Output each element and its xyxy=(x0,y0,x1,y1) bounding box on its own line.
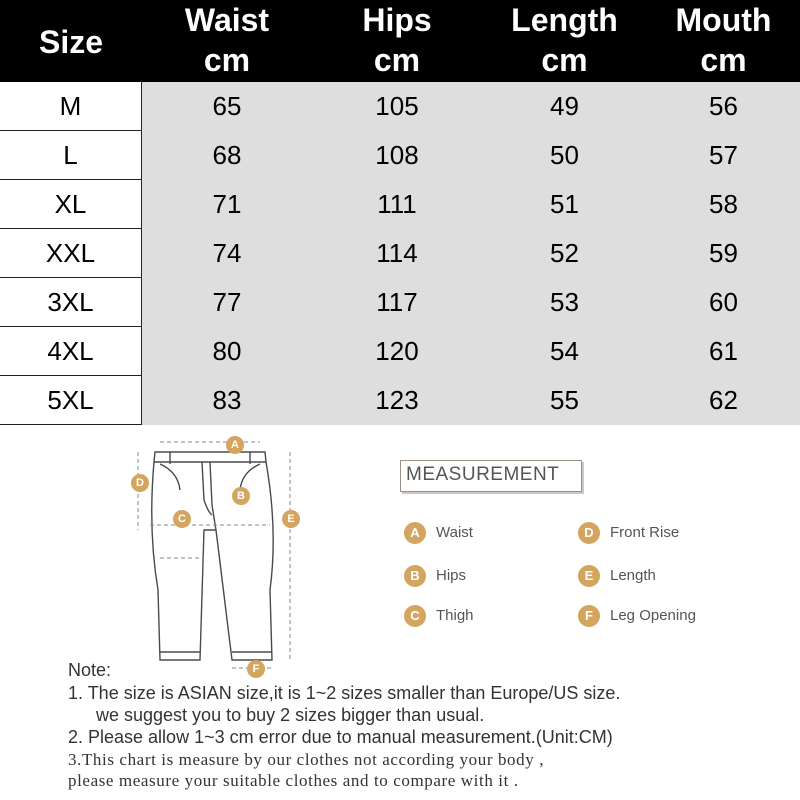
table-row xyxy=(0,327,800,376)
note-line-5: please measure your suitable clothes and to compare with it . xyxy=(68,771,519,790)
waist-cell: 80 xyxy=(142,327,312,376)
waist-cell: 65 xyxy=(142,82,312,131)
hips-cell: 117 xyxy=(312,278,482,327)
note-line-2: we suggest you to buy 2 sizes bigger than usual. xyxy=(96,705,485,725)
header-mouth-unit: cm xyxy=(700,42,747,78)
size-cell: XXL xyxy=(0,229,142,278)
note-line-1: 1. The size is ASIAN size,it is 1~2 sizes smaller than Europe/US size. xyxy=(68,683,621,703)
diagram-marker-e: E xyxy=(282,510,300,528)
measurement-title: MEASUREMENT xyxy=(406,464,560,485)
table-row xyxy=(0,376,800,425)
legend-badge-a: A xyxy=(404,522,426,544)
mouth-cell: 57 xyxy=(647,131,800,180)
hips-cell: 123 xyxy=(312,376,482,425)
waist-cell: 74 xyxy=(142,229,312,278)
waist-cell: 68 xyxy=(142,131,312,180)
length-cell: 55 xyxy=(482,376,647,425)
length-cell: 54 xyxy=(482,327,647,376)
mouth-cell: 58 xyxy=(647,180,800,229)
table-row xyxy=(0,131,800,180)
note-line-3: 2. Please allow 1~3 cm error due to manual measurement.(Unit:CM) xyxy=(68,727,613,747)
legend-label-leg-opening: Leg Opening xyxy=(610,607,696,624)
mouth-cell: 60 xyxy=(647,278,800,327)
legend-label-waist: Waist xyxy=(436,524,473,541)
table-row xyxy=(0,278,800,327)
hips-cell: 105 xyxy=(312,82,482,131)
waist-cell: 71 xyxy=(142,180,312,229)
hips-cell: 111 xyxy=(312,180,482,229)
size-cell: XL xyxy=(0,180,142,229)
header-mouth-label: Mouth xyxy=(675,2,772,38)
header-hips-label: Hips xyxy=(362,2,432,38)
table-row xyxy=(0,82,800,131)
mouth-cell: 62 xyxy=(647,376,800,425)
size-cell: L xyxy=(0,131,142,180)
length-cell: 50 xyxy=(482,131,647,180)
legend-label-thigh: Thigh xyxy=(436,607,474,624)
table-row xyxy=(0,180,800,229)
size-cell: 3XL xyxy=(0,278,142,327)
legend-label-front-rise: Front Rise xyxy=(610,524,680,541)
size-cell: 5XL xyxy=(0,376,142,425)
waist-cell: 83 xyxy=(142,376,312,425)
header-length-label: Length xyxy=(511,2,618,38)
length-cell: 51 xyxy=(482,180,647,229)
legend-badge-e: E xyxy=(578,565,600,587)
diagram-marker-b: B xyxy=(232,487,250,505)
length-cell: 49 xyxy=(482,82,647,131)
pants-diagram xyxy=(120,430,320,680)
size-cell: M xyxy=(0,82,142,131)
header-length-unit: cm xyxy=(541,42,588,78)
length-cell: 52 xyxy=(482,229,647,278)
header-length xyxy=(482,0,647,82)
table-row xyxy=(0,229,800,278)
legend-badge-d: D xyxy=(578,522,600,544)
header-size xyxy=(0,20,142,64)
legend-badge-f: F xyxy=(578,605,600,627)
header-mouth xyxy=(647,0,800,82)
mouth-cell: 56 xyxy=(647,82,800,131)
diagram-marker-a: A xyxy=(226,436,244,454)
mouth-cell: 59 xyxy=(647,229,800,278)
legend-label-length: Length xyxy=(610,567,656,584)
diagram-marker-c: C xyxy=(173,510,191,528)
header-hips-unit: cm xyxy=(373,42,421,78)
waist-cell: 77 xyxy=(142,278,312,327)
diagram-marker-f: F xyxy=(247,660,265,678)
diagram-marker-d: D xyxy=(131,474,149,492)
table-header xyxy=(0,0,800,82)
hips-cell: 120 xyxy=(312,327,482,376)
note-heading: Note: xyxy=(68,660,112,680)
legend-badge-b: B xyxy=(404,565,426,587)
note-line-4: 3.This chart is measure by our clothes not according your body , xyxy=(68,750,545,769)
legend-label-hips: Hips xyxy=(436,567,467,584)
header-waist-unit: cm xyxy=(203,42,251,78)
hips-cell: 108 xyxy=(312,131,482,180)
length-cell: 53 xyxy=(482,278,647,327)
header-waist xyxy=(142,0,312,82)
size-cell: 4XL xyxy=(0,327,142,376)
header-hips xyxy=(312,0,482,82)
header-waist-label: Waist xyxy=(184,2,270,38)
mouth-cell: 61 xyxy=(647,327,800,376)
legend-badge-c: C xyxy=(404,605,426,627)
header-size-label: Size xyxy=(38,24,104,60)
hips-cell: 114 xyxy=(312,229,482,278)
